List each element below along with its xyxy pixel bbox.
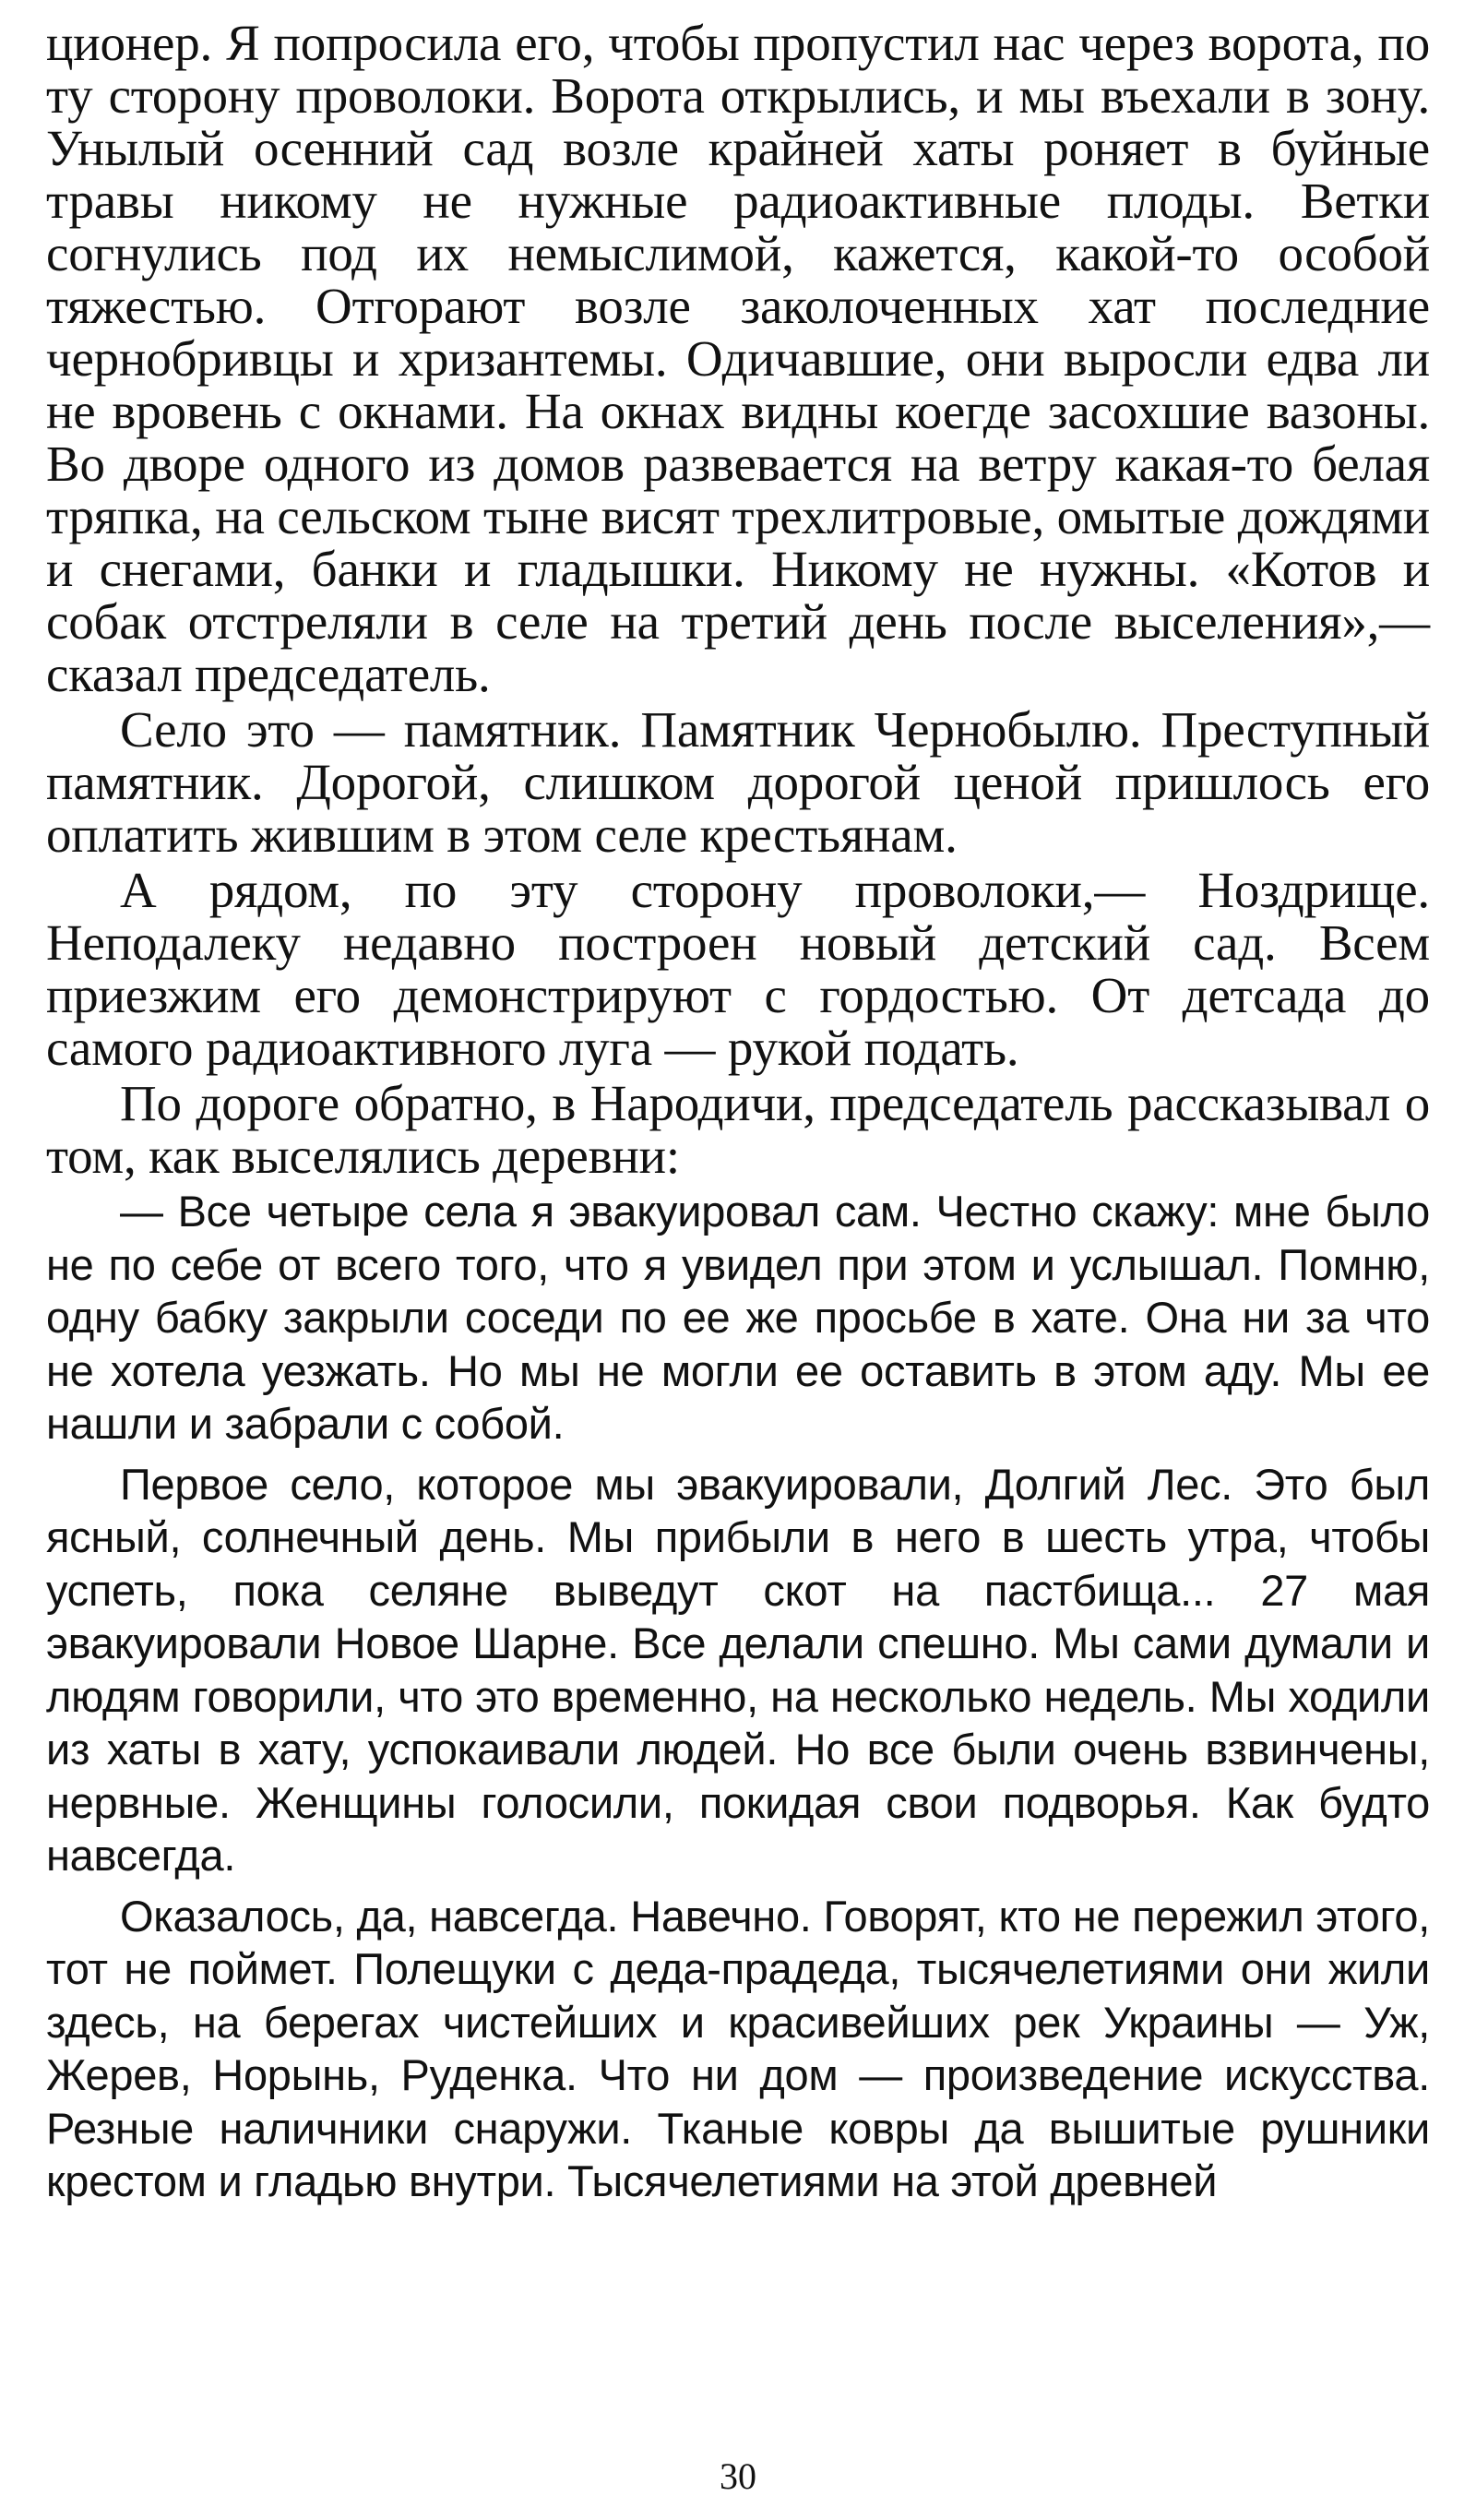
paragraph-evacuation-quote: — Все четыре села я эвакуировал сам. Честно скажу: мне было не по себе от всего того, что я увидел при этом и услышал. Помню, одну бабку закрыли соседи по ее же просьбе в хате. Она ни за что не хотела уезжать. Но мы не могли ее оставить в этом аду. Мы ее нашли и забрали с собой. xyxy=(46,1187,1430,1448)
paragraph-village-monument: Село это — памятник. Памятник Чернобылю. Преступный памятник. Дорогой, слишком дорогой ценой пришлось его оплатить жившим в этом селе крестьянам. xyxy=(46,701,1430,863)
paragraph-nozdrishche: А рядом, по эту сторону проволоки,— Ноздрище. Неподалеку недавно построен новый детский сад. Всем приезжим его демонстрируют с гордостью. От детсада до самого радиоактивного луга — рукой подать. xyxy=(46,862,1430,1076)
paragraph-road-back: По дороге обратно, в Народичи, председатель рассказывал о том, как выселялись деревни: xyxy=(46,1075,1430,1184)
paragraph-zone-garden: ционер. Я попросила его, чтобы пропустил нас через ворота, по ту сторону проволоки. Ворота открылись, и мы въехали в зону. Унылый осенний сад возле крайней хаты роняет в буйные травы никому не нужные радиоактивные плоды. Ветки согнулись под их немыслимой, кажется, какой-то особой тяжестью. Отгорают возле заколоченных хат последние чернобривцы и хризантемы. Одичавшие, они выросли едва ли не вровень с окнами. На окнах видны коегде засохшие вазоны. Во дворе одного из домов развевается на ветру какая-то белая тряпка, на сельском тыне висят трехлитровые, омытые дождями и снегами, банки и гладышки. Никому не нужны. «Котов и собак отстреляли в селе на третий день после выселения»,— сказал председатель. xyxy=(46,15,1430,702)
paragraph-forever: Оказалось, да, навсегда. Навечно. Говорят, кто не пережил этого, тот не поймет. Полещуки с деда-прадеда, тысячелетиями они жили здесь, на берегах чистейших и красивейших рек Украины — Уж, Жерев, Норынь, Руденка. Что ни дом — произведение искусства. Резные наличники снаружи. Тканые ковры да вышитые рушники крестом и гладью внутри. Тысячелетиями на этой древней xyxy=(46,1891,1430,2205)
book-page xyxy=(46,17,1430,2490)
page-number: 30 xyxy=(720,2455,756,2497)
paragraph-first-village: Первое село, которое мы эвакуировали, Долгий Лес. Это был ясный, солнечный день. Мы прибыли в него в шесть утра, чтобы успеть, пока селяне выведут скот на пастбища... 27 мая эвакуировали Новое Шарне. Все делали спешно. Мы сами думали и людям говорили, что это временно, на несколько недель. Мы ходили из хаты в хату, успокаивали людей. Но все были очень взвинчены, нервные. Женщины голосили, покидая свои подворья. Как будто навсегда. xyxy=(46,1459,1430,1880)
